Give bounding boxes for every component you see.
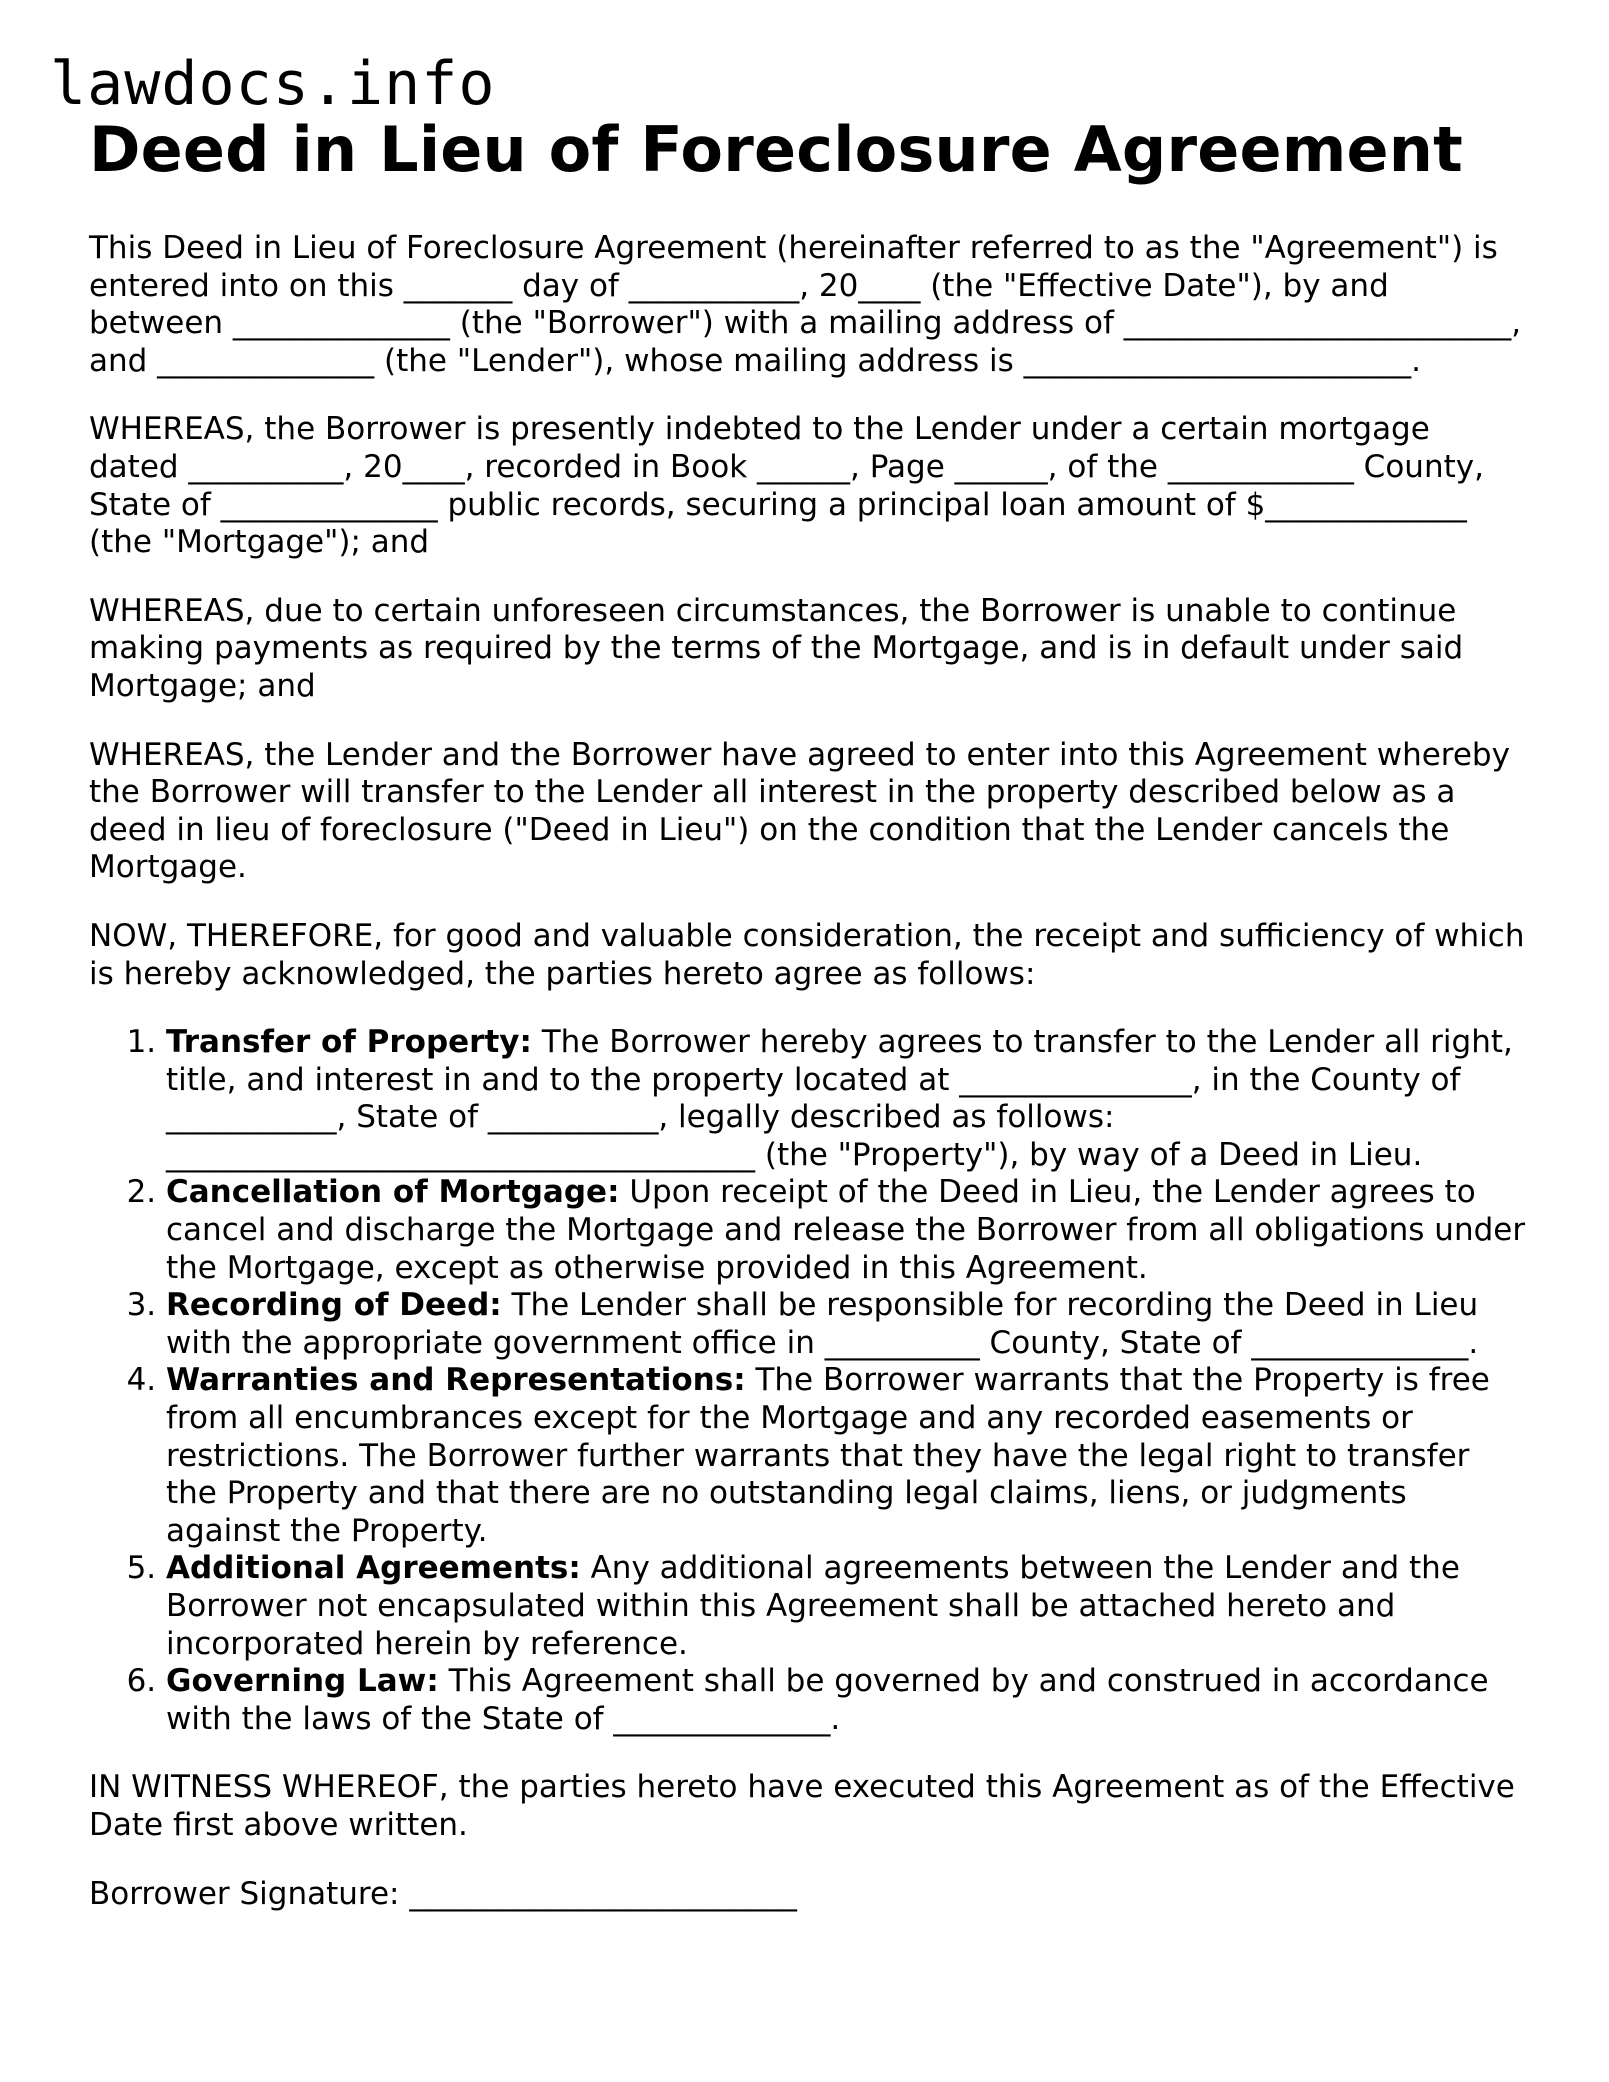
whereas-default-paragraph: WHEREAS, due to certain unforeseen circumstances, the Borrower is unable to continue making payments as required by the terms of the Mortgage, and is in default under said Mortgage; and xyxy=(89,592,1464,704)
site-watermark: lawdocs.info xyxy=(50,49,496,119)
borrower-signature-line: Borrower Signature: _________________________ xyxy=(89,1875,797,1912)
clause-heading: Governing Law: xyxy=(166,1663,439,1700)
document-title: Deed in Lieu of Foreclosure Agreement xyxy=(89,113,1463,186)
clause-item xyxy=(166,1024,1529,1174)
clause-heading: Recording of Deed: xyxy=(166,1287,502,1324)
document-body xyxy=(89,112,1529,1944)
clause-item xyxy=(166,1362,1529,1550)
clause-item xyxy=(166,1550,1529,1663)
now-therefore-paragraph: NOW, THEREFORE, for good and valuable consideration, the receipt and sufficiency of which is hereby acknowledged, the parties hereto agree as follows: xyxy=(89,917,1525,992)
clause-text: Any additional agreements between the Lender and the Borrower not encapsulated within this Agreement shall be attached hereto and incorporated herein by reference. xyxy=(166,1550,1460,1662)
clause-heading: Transfer of Property: xyxy=(166,1024,532,1061)
clause-heading: Additional Agreements: xyxy=(166,1550,581,1587)
witness-paragraph: IN WITNESS WHEREOF, the parties hereto have executed this Agreement as of the Effective Date first above written. xyxy=(89,1769,1515,1843)
clause-text: The Lender shall be responsible for recording the Deed in Lieu with the appropriate government office in __________ County, State of ______________. xyxy=(166,1287,1479,1361)
clause-item xyxy=(166,1663,1529,1738)
clause-heading: Warranties and Representations: xyxy=(166,1362,746,1399)
clause-text: The Borrower hereby agrees to transfer to the Lender all right, title, and interest in and to the property located at _______________, in the County of ___________, State of ___________, legally described as follows: ______________________________________ (the "Property"), by way of a Deed in Lieu. xyxy=(166,1024,1513,1173)
clause-text: This Agreement shall be governed by and construed in accordance with the laws of the State of ______________. xyxy=(166,1663,1489,1737)
intro-paragraph: This Deed in Lieu of Foreclosure Agreement (hereinafter referred to as the "Agreement") is entered into on this _______ day of ___________, 20____ (the "Effective Date"), by and between ______________ (the "Borrower") with a mailing address of _________________________, and ______________ (the "Lender"), whose mailing address is _________________________. xyxy=(89,230,1522,379)
whereas-mortgage-paragraph: WHEREAS, the Borrower is presently indebted to the Lender under a certain mortgage dated __________, 20____, recorded in Book ______, Page ______, of the ____________ County, State of ______________ public records, securing a principal loan amount of $_____________ (the "Mortgage"); and xyxy=(89,411,1484,561)
clause-text: Upon receipt of the Deed in Lieu, the Lender agrees to cancel and discharge the Mortgage and release the Borrower from all obligations under the Mortgage, except as otherwise provided in this Agreement. xyxy=(166,1174,1526,1286)
clause-item xyxy=(166,1287,1529,1362)
clause-list xyxy=(89,1024,1529,1738)
clause-heading: Cancellation of Mortgage: xyxy=(166,1174,620,1211)
clause-text: The Borrower warrants that the Property is free from all encumbrances except for the Mortgage and any recorded easements or restrictions. The Borrower further warrants that they have the legal right to transfer the Property and that there are no outstanding legal claims, liens, or judgments against the Property. xyxy=(166,1362,1490,1549)
whereas-agreement-paragraph: WHEREAS, the Lender and the Borrower have agreed to enter into this Agreement whereby the Borrower will transfer to the Lender all interest in the property described below as a deed in lieu of foreclosure ("Deed in Lieu") on the condition that the Lender cancels the Mortgage. xyxy=(89,736,1510,886)
clause-item xyxy=(166,1174,1529,1287)
